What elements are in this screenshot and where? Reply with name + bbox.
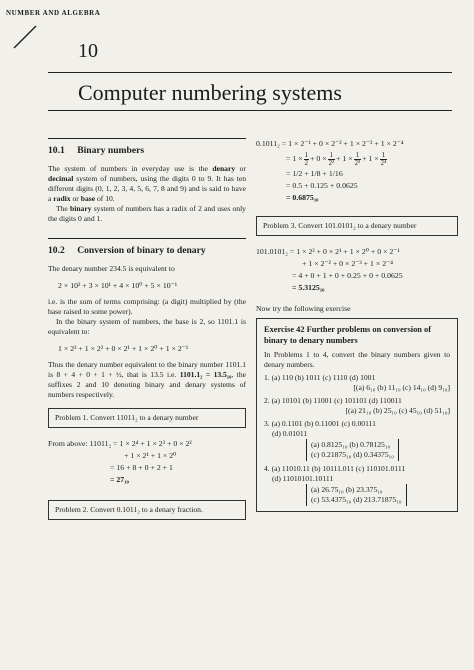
section-rule	[48, 238, 246, 239]
answer-text: [(a) 6₁₀ (b) 11₁₀ (c) 14₁₀ (d) 9₁₀]	[353, 383, 450, 392]
text-run: or	[70, 194, 81, 204]
solution-2	[256, 138, 458, 204]
solution-1	[48, 438, 246, 486]
section-number: 10.1	[48, 145, 65, 157]
fraction: $\frac{1}{\text{2⁴}}$	[380, 151, 387, 167]
section-heading-10-2	[48, 245, 246, 256]
text-run: or	[235, 164, 246, 174]
text-run: , the suffixes 2 and 10 denoting binary and denary systems of numbers respectively.	[48, 370, 247, 400]
solution-line: = 1/2 + 1/8 + 1/16	[286, 169, 343, 178]
problem-2-box	[48, 500, 246, 520]
paragraph-conclusion	[48, 360, 246, 400]
text-run: system of numbers has a radix of 2 and uses only the digits 0 and 1.	[48, 204, 246, 224]
text-run: of 10.	[95, 194, 115, 204]
solution-3	[256, 246, 458, 294]
result-highlight: 1101.1₂ = 13.5₁₀	[179, 370, 232, 380]
answer-text: (c) 53.4375₁₀ (d) 213.71875₁₀	[311, 495, 402, 504]
section-title: Binary numbers	[77, 145, 145, 157]
text-run: Thus the denary number equivalent to the binary number 1101.1 is 8 + 4 + 0 + 1 + ½, that is 13.5 i.e.	[48, 360, 246, 380]
solution-result: = 27₁₀	[110, 475, 129, 485]
right-column	[256, 138, 458, 512]
paragraph-sum-of-terms: i.e. is the sum of terms comprising: (a digit) multiplied by (the base raised to some power).	[48, 297, 246, 317]
paragraph-denary-example: The denary number 234.5 is equivalent to	[48, 264, 175, 274]
answer-text: (a) 0.8125₁₀ (b) 0.78125₁₀	[311, 440, 391, 449]
solution-line: = 16 + 8 + 0 + 2 + 1	[110, 463, 173, 473]
exercise-question-1	[264, 373, 450, 393]
solution-result: = 5.3125₁₀	[292, 283, 325, 292]
exercise-42-box	[256, 318, 458, 512]
text-run: system of numbers, using the digits 0 to 9. It has ten different digits (0, 1, 2, 3, 4, 5, 6, 7, 8 and 9) and is said to have a	[48, 174, 246, 204]
chapter-number: 10	[78, 40, 98, 62]
chapter-title: Computer numbering systems	[78, 80, 342, 105]
answer-text: (c) 0.21875₁₀ (d) 0.34375₁₀	[311, 450, 394, 459]
term-denary: denary	[212, 164, 236, 174]
problem-3-text: Problem 3. Convert 101.0101₂ to a denary number	[263, 221, 417, 230]
question-text: 3. (a) 0.1101 (b) 0.11001 (c) 0.00111	[264, 419, 376, 428]
text-run: The	[56, 204, 70, 214]
term-radix: radix	[53, 194, 71, 204]
question-text: 1. (a) 110 (b) 1011 (c) 1110 (d) 1001	[264, 373, 376, 382]
title-rule-bottom	[48, 110, 452, 111]
fraction: $\frac{1}{2}$	[304, 151, 308, 167]
solution-line: 101.0101₂ = 1 × 2² + 0 × 2¹ + 1 × 2⁰ + 0 × 2⁻¹	[256, 247, 400, 256]
paragraph-binary	[48, 204, 246, 224]
term-binary: binary	[70, 204, 92, 214]
equation-denary-expansion: 2 × 10² + 3 × 10¹ + 4 × 10⁰ + 5 × 10⁻¹	[58, 281, 178, 291]
left-column	[48, 138, 246, 520]
question-text: (d) 11010101.10111	[272, 474, 334, 483]
problem-1-box	[48, 408, 246, 428]
problem-3-box	[256, 216, 458, 236]
question-text: 2. (a) 10101 (b) 11001 (c) 101101 (d) 110011	[264, 396, 402, 405]
question-text: 4. (a) 11010.11 (b) 10111.011 (c) 110101.0111	[264, 464, 406, 473]
fraction: $\frac{1}{\text{2²}}$	[328, 151, 335, 167]
paragraph-denary	[48, 164, 246, 204]
title-rule-top	[48, 72, 452, 73]
answer-text: (a) 26.75₁₀ (b) 23.375₁₀	[311, 485, 383, 494]
exercise-intro-line: Now try the following exercise	[256, 304, 351, 313]
answer-block	[306, 439, 399, 461]
answer-text: [(a) 21₁₀ (b) 25₁₀ (c) 45₁₀ (d) 51₁₀]	[345, 406, 450, 415]
text-run: The system of numbers in everyday use is the	[48, 164, 213, 174]
pen-mark-icon	[10, 22, 40, 52]
exercise-question-4	[264, 464, 450, 506]
exercise-intro: In Problems 1 to 4, convert the binary numbers given to denary numbers.	[264, 350, 450, 369]
solution-result: = 0.6875₁₀	[286, 193, 319, 202]
section-rule	[48, 138, 246, 139]
equation-binary-expansion: 1 × 2³ + 1 × 2² + 0 × 2¹ + 1 × 2⁰ + 1 × 2⁻¹	[58, 344, 189, 354]
problem-1-text: Problem 1. Convert 11011₂ to a denary number	[55, 413, 199, 423]
fraction: $\frac{1}{\text{2³}}$	[354, 151, 361, 167]
solution-line: + 1 × 2¹ + 1 × 2⁰	[124, 451, 177, 461]
section-heading-10-1	[48, 145, 246, 156]
solution-line: 0.1011₂ = 1 × 2⁻¹ + 0 × 2⁻² + 1 × 2⁻³ + 1 × 2⁻⁴	[256, 139, 404, 148]
section-number: 10.2	[48, 245, 65, 257]
solution-line: From above: 11011₂ = 1 × 2⁴ + 1 × 2³ + 0 × 2²	[48, 439, 192, 449]
term-base: base	[80, 194, 96, 204]
exercise-question-2	[264, 396, 450, 416]
question-text: (d) 0.01011	[272, 429, 308, 438]
solution-line: + 1 × 2⁻² + 0 × 2⁻³ + 1 × 2⁻⁴	[302, 259, 393, 268]
problem-2-text: Problem 2. Convert 0.1011₂ to a denary fraction.	[55, 505, 203, 515]
answer-block	[306, 484, 407, 506]
section-title: Conversion of binary to denary	[77, 245, 206, 257]
solution-line: = 0.5 + 0.125 + 0.0625	[286, 181, 358, 190]
solution-line: = 4 + 0 + 1 + 0 + 0.25 + 0 + 0.0625	[292, 271, 403, 280]
term-decimal: decimal	[48, 174, 74, 184]
paragraph-binary-base: In the binary system of numbers, the base is 2, so 1101.1 is equivalent to:	[48, 317, 246, 337]
running-head: NUMBER AND ALGEBRA	[6, 9, 101, 17]
exercise-title: Exercise 42 Further problems on conversion of binary to denary numbers	[264, 325, 432, 345]
solution-fraction-line: = 1 × $\frac{1}{2}$ + 0 × $\frac{1}{\text{2²}}$ + 1 × $\frac{1}{\text{2³}}$ + 1 × $\frac{1}{\text{2⁴}}$	[286, 151, 387, 167]
exercise-question-3	[264, 419, 450, 461]
